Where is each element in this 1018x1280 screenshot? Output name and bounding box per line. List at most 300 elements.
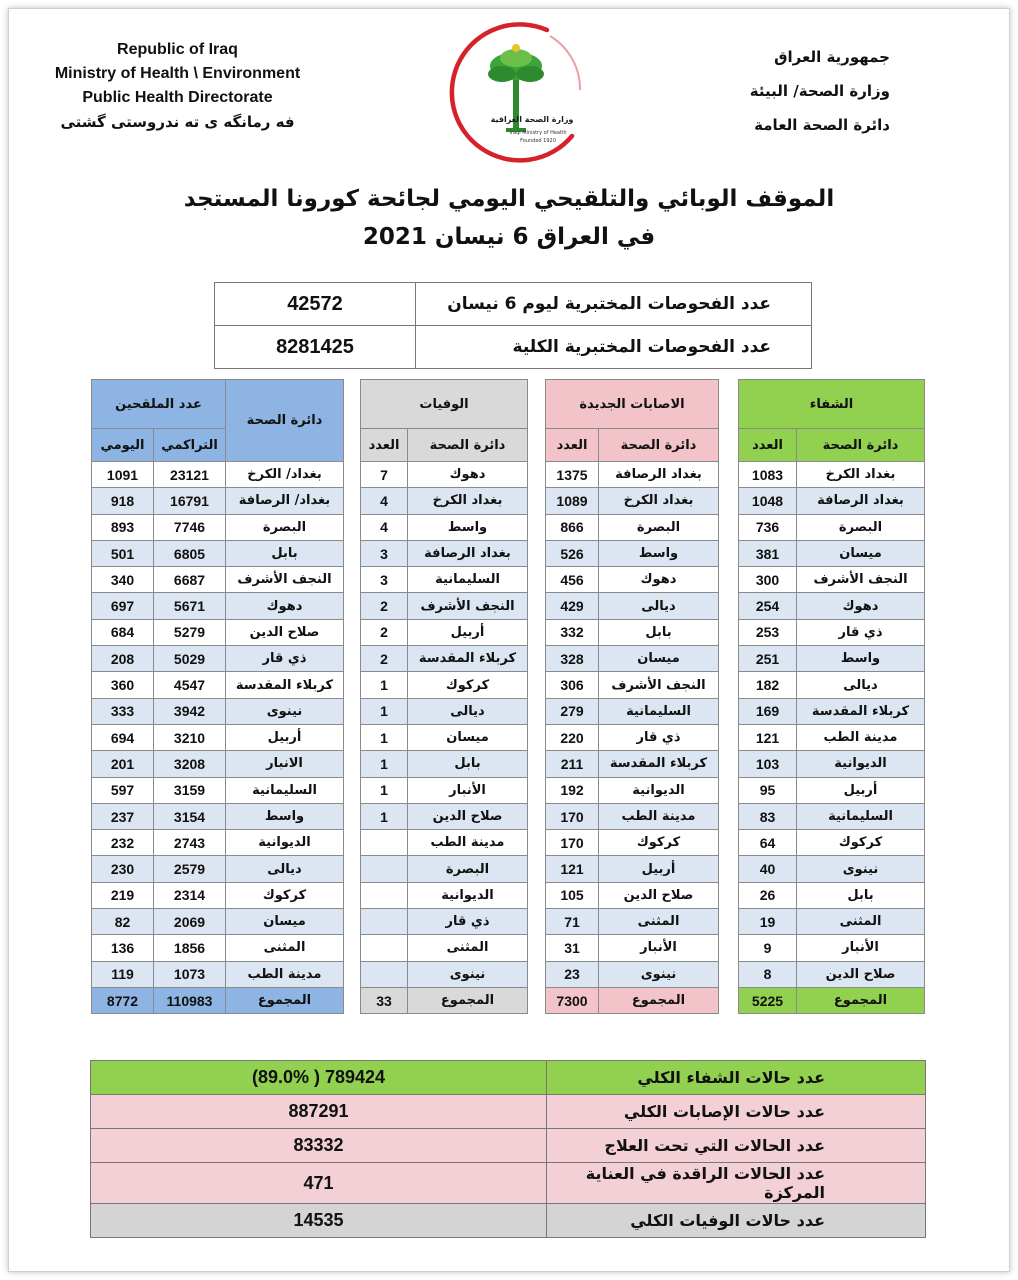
recovery-name: واسط: [797, 646, 925, 672]
infections-total-row: [546, 987, 719, 1013]
infections-count: 170: [546, 803, 599, 829]
recovery-name: كركوك: [797, 830, 925, 856]
deaths-row: [361, 567, 528, 593]
deaths-name: الأنبار: [408, 777, 528, 803]
vaccinated-name: السليمانية: [226, 777, 344, 803]
recovery-row: [739, 909, 925, 935]
deaths-title: الوفيات: [361, 380, 528, 429]
vaccinated-row: [92, 619, 344, 645]
deaths-count: 1: [361, 751, 408, 777]
vaccinated-daily: 684: [92, 619, 154, 645]
infections-header-row: [546, 380, 719, 429]
vaccinated-name: بابل: [226, 540, 344, 566]
deaths-row: [361, 882, 528, 908]
vaccinated-cumulative: 23121: [154, 462, 226, 488]
deaths-count: [361, 830, 408, 856]
deaths-header-row: [361, 380, 528, 429]
deaths-count: 1: [361, 672, 408, 698]
vaccinated-name: الديوانية: [226, 830, 344, 856]
infections-count: 170: [546, 830, 599, 856]
infections-row: [546, 514, 719, 540]
vaccinated-cumulative: 5279: [154, 619, 226, 645]
infections-table: [545, 379, 719, 1014]
vaccinated-name: كركوك: [226, 882, 344, 908]
recovery-count: 182: [739, 672, 797, 698]
recovery-header-row: [739, 380, 925, 429]
vaccinated-cumulative: 6687: [154, 567, 226, 593]
summary-label: عدد الحالات التي تحت العلاج: [547, 1129, 926, 1163]
deaths-count: 2: [361, 646, 408, 672]
recovery-name: نينوى: [797, 856, 925, 882]
vaccinated-cumulative: 3159: [154, 777, 226, 803]
deaths-name: نينوى: [408, 961, 528, 987]
vaccinated-row: [92, 751, 344, 777]
deaths-row: [361, 935, 528, 961]
vaccinated-daily: 340: [92, 567, 154, 593]
vaccinated-name: ديالى: [226, 856, 344, 882]
vaccinated-name: بغداد/ الكرخ: [226, 462, 344, 488]
recovery-col-name: دائرة الصحة: [797, 429, 925, 462]
infections-row: [546, 830, 719, 856]
infections-count: 1089: [546, 488, 599, 514]
recovery-row: [739, 619, 925, 645]
recovery-count: 103: [739, 751, 797, 777]
infections-row: [546, 567, 719, 593]
vaccinated-cumulative: 4547: [154, 672, 226, 698]
infections-subheader-row: [546, 429, 719, 462]
recovery-count: 1048: [739, 488, 797, 514]
vaccinated-name: مدينة الطب: [226, 961, 344, 987]
infections-name: نينوى: [599, 961, 719, 987]
vaccinated-name: كربلاء المقدسة: [226, 672, 344, 698]
infections-total-label: المجموع: [599, 987, 719, 1013]
infections-count: 456: [546, 567, 599, 593]
infections-name: أربيل: [599, 856, 719, 882]
summary-row: [91, 1163, 926, 1204]
recovery-name: دهوك: [797, 593, 925, 619]
vaccinated-cumulative: 3210: [154, 724, 226, 750]
vaccinated-row: [92, 724, 344, 750]
recovery-row: [739, 540, 925, 566]
deaths-total-label: المجموع: [408, 987, 528, 1013]
infections-count: 23: [546, 961, 599, 987]
infections-name: المثنى: [599, 909, 719, 935]
vaccinated-total-cumulative: 110983: [154, 987, 226, 1013]
recovery-name: المثنى: [797, 909, 925, 935]
deaths-name: بابل: [408, 751, 528, 777]
vaccinated-cumulative: 2579: [154, 856, 226, 882]
recovery-row: [739, 751, 925, 777]
ministry-logo: [442, 18, 592, 168]
recovery-count: 64: [739, 830, 797, 856]
recovery-row: [739, 803, 925, 829]
recovery-total-value: 5225: [739, 987, 797, 1013]
tests-value: 8281425: [215, 326, 416, 369]
deaths-total-value: 33: [361, 987, 408, 1013]
recovery-name: الديوانية: [797, 751, 925, 777]
recovery-count: 254: [739, 593, 797, 619]
vaccinated-cumulative: 1856: [154, 935, 226, 961]
deaths-row: [361, 724, 528, 750]
vaccinated-daily: 918: [92, 488, 154, 514]
vaccinated-daily: 232: [92, 830, 154, 856]
vaccinated-row: [92, 646, 344, 672]
infections-name: بابل: [599, 619, 719, 645]
summary-row: [91, 1129, 926, 1163]
infections-count: 429: [546, 593, 599, 619]
recovery-count: 95: [739, 777, 797, 803]
deaths-row: [361, 514, 528, 540]
infections-count: 1375: [546, 462, 599, 488]
vaccinated-name: واسط: [226, 803, 344, 829]
vaccinated-name: البصرة: [226, 514, 344, 540]
header-en-line: Public Health Directorate: [82, 89, 273, 106]
vaccinated-row: [92, 777, 344, 803]
deaths-name: كربلاء المقدسة: [408, 646, 528, 672]
infections-row: [546, 540, 719, 566]
recovery-title: الشفاء: [739, 380, 925, 429]
recovery-subheader-row: [739, 429, 925, 462]
infections-name: ذي قار: [599, 724, 719, 750]
vaccinated-daily: 333: [92, 698, 154, 724]
infections-count: 328: [546, 646, 599, 672]
vaccinated-cumulative: 5671: [154, 593, 226, 619]
header-ar-line: جمهورية العراق: [774, 48, 890, 66]
deaths-row: [361, 462, 528, 488]
deaths-count: [361, 909, 408, 935]
recovery-name: بغداد الكرخ: [797, 462, 925, 488]
deaths-count: 1: [361, 777, 408, 803]
deaths-name: أربيل: [408, 619, 528, 645]
infections-title: الاصابات الجديدة: [546, 380, 719, 429]
recovery-row: [739, 593, 925, 619]
infections-count: 526: [546, 540, 599, 566]
header-kurdish-line: فه رمانگه ی ته ندروستی گشتی: [60, 113, 295, 131]
deaths-count: 4: [361, 514, 408, 540]
recovery-total-row: [739, 987, 925, 1013]
summary-value: 14535: [91, 1204, 547, 1238]
vaccinated-name: دهوك: [226, 593, 344, 619]
infections-count: 279: [546, 698, 599, 724]
infections-count: 105: [546, 882, 599, 908]
vaccinated-cumulative: 2314: [154, 882, 226, 908]
logo-founded-text: Founded 1920: [520, 138, 556, 144]
deaths-row: [361, 777, 528, 803]
recovery-row: [739, 882, 925, 908]
recovery-row: [739, 646, 925, 672]
infections-row: [546, 777, 719, 803]
logo-arabic-text: وزارة الصحة العراقية: [490, 115, 574, 124]
vaccinated-row: [92, 672, 344, 698]
vaccinated-name: المثنى: [226, 935, 344, 961]
recovery-row: [739, 567, 925, 593]
deaths-name: كركوك: [408, 672, 528, 698]
vaccinated-row: [92, 593, 344, 619]
header-ar-line: وزارة الصحة/ البيئة: [749, 82, 890, 100]
recovery-total-label: المجموع: [797, 987, 925, 1013]
summary-value: 471: [91, 1163, 547, 1204]
vaccinated-cumulative: 3942: [154, 698, 226, 724]
recovery-row: [739, 672, 925, 698]
infections-row: [546, 593, 719, 619]
deaths-name: ديالى: [408, 698, 528, 724]
vaccinated-daily: 201: [92, 751, 154, 777]
infections-name: كربلاء المقدسة: [599, 751, 719, 777]
title-line-2: في العراق 6 نيسان 2021: [362, 224, 656, 250]
recovery-count: 8: [739, 961, 797, 987]
vaccinated-row: [92, 856, 344, 882]
recovery-row: [739, 514, 925, 540]
infections-name: مدينة الطب: [599, 803, 719, 829]
vaccinated-cumulative: 16791: [154, 488, 226, 514]
vaccinated-row: [92, 540, 344, 566]
deaths-count: 1: [361, 724, 408, 750]
summary-value: 83332: [91, 1129, 547, 1163]
infections-count: 121: [546, 856, 599, 882]
vaccinated-row: [92, 882, 344, 908]
recovery-name: ميسان: [797, 540, 925, 566]
summary-label: عدد حالات الوفيات الكلي: [547, 1204, 926, 1238]
vaccinated-row: [92, 488, 344, 514]
deaths-count: [361, 961, 408, 987]
recovery-count: 1083: [739, 462, 797, 488]
infections-name: واسط: [599, 540, 719, 566]
title-line-1: الموقف الوبائي والتلقيحي اليومي لجائحة كورونا المستجد: [183, 186, 835, 212]
deaths-count: 3: [361, 540, 408, 566]
deaths-name: صلاح الدين: [408, 803, 528, 829]
vaccinated-name: الانبار: [226, 751, 344, 777]
recovery-count: 300: [739, 567, 797, 593]
infections-col-count: العدد: [546, 429, 599, 462]
vaccinated-title: عدد الملقحين: [92, 380, 226, 429]
infections-row: [546, 803, 719, 829]
deaths-total-row: [361, 987, 528, 1013]
deaths-name: واسط: [408, 514, 528, 540]
infections-count: 220: [546, 724, 599, 750]
deaths-name: مدينة الطب: [408, 830, 528, 856]
deaths-table: [360, 379, 528, 1014]
recovery-count: 19: [739, 909, 797, 935]
vaccinated-col-cumulative: التراكمي: [154, 429, 226, 462]
deaths-count: 1: [361, 698, 408, 724]
deaths-count: [361, 882, 408, 908]
header-en-line: Republic of Iraq: [117, 41, 238, 58]
recovery-name: بغداد الرصافة: [797, 488, 925, 514]
recovery-name: كربلاء المقدسة: [797, 698, 925, 724]
deaths-count: 2: [361, 593, 408, 619]
infections-row: [546, 646, 719, 672]
infections-count: 211: [546, 751, 599, 777]
infections-name: الديوانية: [599, 777, 719, 803]
deaths-row: [361, 672, 528, 698]
summary-label: عدد الحالات الراقدة في العناية المركزة: [547, 1163, 926, 1204]
vaccinated-cumulative: 5029: [154, 646, 226, 672]
deaths-row: [361, 961, 528, 987]
deaths-row: [361, 540, 528, 566]
vaccinated-col-name: دائرة الصحة: [226, 380, 344, 462]
infections-total-value: 7300: [546, 987, 599, 1013]
summary-row: [91, 1204, 926, 1238]
vaccinated-name: أربيل: [226, 724, 344, 750]
vaccinated-total-row: [92, 987, 344, 1013]
header-en-line: Ministry of Health \ Environment: [54, 65, 301, 82]
vaccinated-name: ميسان: [226, 909, 344, 935]
infections-row: [546, 751, 719, 777]
infections-name: دهوك: [599, 567, 719, 593]
vaccinated-daily: 1091: [92, 462, 154, 488]
infections-name: الأنبار: [599, 935, 719, 961]
vaccinated-row: [92, 830, 344, 856]
deaths-name: دهوك: [408, 462, 528, 488]
infections-name: صلاح الدين: [599, 882, 719, 908]
vaccinated-cumulative: 2743: [154, 830, 226, 856]
tests-row: [215, 283, 812, 326]
deaths-count: [361, 856, 408, 882]
vaccinated-cumulative: 6805: [154, 540, 226, 566]
vaccinated-total-daily: 8772: [92, 987, 154, 1013]
infections-row: [546, 961, 719, 987]
deaths-name: بغداد الكرخ: [408, 488, 528, 514]
vaccinated-daily: 697: [92, 593, 154, 619]
tests-label: عدد الفحوصات المختبرية الكلية: [416, 326, 812, 369]
recovery-row: [739, 961, 925, 987]
deaths-name: البصرة: [408, 856, 528, 882]
deaths-name: السليمانية: [408, 567, 528, 593]
infections-name: البصرة: [599, 514, 719, 540]
recovery-name: البصرة: [797, 514, 925, 540]
infections-count: 31: [546, 935, 599, 961]
ministry-logo-icon: [442, 18, 592, 168]
summary-row: [91, 1061, 926, 1095]
deaths-row: [361, 593, 528, 619]
recovery-row: [739, 462, 925, 488]
vaccinated-row: [92, 961, 344, 987]
infections-row: [546, 462, 719, 488]
recovery-name: ديالى: [797, 672, 925, 698]
vaccinated-daily: 82: [92, 909, 154, 935]
infections-count: 192: [546, 777, 599, 803]
recovery-row: [739, 698, 925, 724]
recovery-count: 169: [739, 698, 797, 724]
recovery-name: الأنبار: [797, 935, 925, 961]
recovery-count: 121: [739, 724, 797, 750]
recovery-row: [739, 856, 925, 882]
vaccinated-name: ذي قار: [226, 646, 344, 672]
deaths-count: 7: [361, 462, 408, 488]
vaccinated-row: [92, 698, 344, 724]
vaccinated-row: [92, 909, 344, 935]
vaccinated-daily: 237: [92, 803, 154, 829]
deaths-row: [361, 856, 528, 882]
vaccinated-name: نينوى: [226, 698, 344, 724]
vaccinated-cumulative: 3208: [154, 751, 226, 777]
recovery-name: السليمانية: [797, 803, 925, 829]
vaccinated-row: [92, 803, 344, 829]
deaths-row: [361, 803, 528, 829]
deaths-count: 2: [361, 619, 408, 645]
infections-name: السليمانية: [599, 698, 719, 724]
vaccinated-daily: 893: [92, 514, 154, 540]
summary-value: (89.0% ) 789424: [91, 1061, 547, 1095]
infections-name: ديالى: [599, 593, 719, 619]
recovery-name: ذي قار: [797, 619, 925, 645]
recovery-row: [739, 830, 925, 856]
recovery-row: [739, 724, 925, 750]
vaccinated-row: [92, 462, 344, 488]
header-arabic: [690, 40, 890, 142]
recovery-name: أربيل: [797, 777, 925, 803]
infections-row: [546, 882, 719, 908]
summary-table: [90, 1060, 926, 1238]
infections-col-name: دائرة الصحة: [599, 429, 719, 462]
recovery-name: النجف الأشرف: [797, 567, 925, 593]
vaccinated-header-row: [92, 380, 344, 429]
infections-row: [546, 909, 719, 935]
tests-label: عدد الفحوصات المختبرية ليوم 6 نيسان: [416, 283, 812, 326]
tests-value: 42572: [215, 283, 416, 326]
vaccinated-daily: 694: [92, 724, 154, 750]
recovery-col-count: العدد: [739, 429, 797, 462]
infections-row: [546, 619, 719, 645]
deaths-row: [361, 488, 528, 514]
infections-row: [546, 724, 719, 750]
recovery-count: 251: [739, 646, 797, 672]
vaccinated-daily: 501: [92, 540, 154, 566]
deaths-col-name: دائرة الصحة: [408, 429, 528, 462]
deaths-row: [361, 751, 528, 777]
header-ar-line: دائرة الصحة العامة: [754, 116, 890, 134]
vaccinated-table: [91, 379, 344, 1014]
vaccinated-daily: 230: [92, 856, 154, 882]
deaths-name: ميسان: [408, 724, 528, 750]
page-title: [0, 180, 1018, 256]
deaths-count: 3: [361, 567, 408, 593]
recovery-table: [738, 379, 925, 1014]
recovery-count: 26: [739, 882, 797, 908]
deaths-name: المثنى: [408, 935, 528, 961]
infections-count: 866: [546, 514, 599, 540]
infections-row: [546, 672, 719, 698]
deaths-col-count: العدد: [361, 429, 408, 462]
vaccinated-row: [92, 514, 344, 540]
vaccinated-daily: 208: [92, 646, 154, 672]
deaths-row: [361, 698, 528, 724]
infections-row: [546, 935, 719, 961]
infections-count: 332: [546, 619, 599, 645]
recovery-row: [739, 488, 925, 514]
summary-label: عدد حالات الإصابات الكلي: [547, 1095, 926, 1129]
infections-row: [546, 698, 719, 724]
recovery-row: [739, 935, 925, 961]
infections-count: 71: [546, 909, 599, 935]
infections-row: [546, 856, 719, 882]
infections-name: بغداد الرصافة: [599, 462, 719, 488]
deaths-row: [361, 619, 528, 645]
recovery-name: صلاح الدين: [797, 961, 925, 987]
recovery-count: 40: [739, 856, 797, 882]
recovery-row: [739, 777, 925, 803]
deaths-name: بغداد الرصافة: [408, 540, 528, 566]
deaths-row: [361, 909, 528, 935]
deaths-count: [361, 935, 408, 961]
tests-row: [215, 326, 812, 369]
deaths-row: [361, 646, 528, 672]
deaths-count: 1: [361, 803, 408, 829]
deaths-subheader-row: [361, 429, 528, 462]
infections-row: [546, 488, 719, 514]
header-english: [30, 38, 325, 134]
recovery-count: 9: [739, 935, 797, 961]
